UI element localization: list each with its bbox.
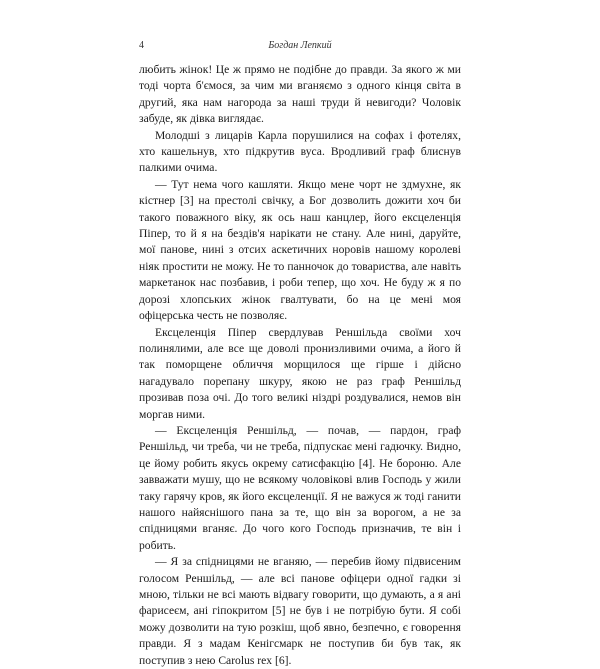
paragraph: Молодші з лицарів Карла порушилися на софах і фотелях, хто кашельнув, хто підкрутив вуса. Вродливий граф блиснув палкими очима. — [139, 128, 461, 175]
paragraph: любить жінок! Це ж прямо не подібне до правди. За якого ж ми тоді чорта б'ємося, за чим ми вганяємо з одного кінця світа в другий, яка нам нагорода за наші труди й невигоди? Чоловік забуде, як дівка виглядає. — [139, 63, 461, 126]
paragraph: — Ексцеленція Реншільд, — почав, — пардон, граф Реншільд, чи треба, чи не треба, підпускає мені гадючку. Видно, це йому робить якусь окрему сатисфакцію [4]. Не бороню. Але завважати мушу, що не всякому чоловікові влив Господь у жили таку гарячу кров, як його ексцеленції. Я не важуся ж тоді ганити нашого найяснішого пана за те, що він за ворогом, а не за спідницями вганяє. До чого кого Господь призначив, те він і робить. — [139, 423, 461, 552]
body-text — [139, 62, 461, 669]
page-number: 4 — [139, 40, 144, 51]
paragraph: Ексцеленція Піпер свердлував Реншільда своїми хоч полинялими, але все ще доволі пронизливими очима, а його й так поморщене обличчя морщилося ще гірше і дійсно нагадувало порепану шкуру, якою не раз граф Реншільд прозивав поза очі. До того великі ніздрі роздувалися, немов він моргав ними. — [139, 325, 461, 421]
paragraph: — Я за спідницями не вганяю, — перебив йому підвисеним голосом Реншільд, — але всі панове офіцери одної гадки зі мною, тільки не всі мають відвагу говорити, що думають, а я ані фарисеєм, ані гіпокритом [5] не був і не потрібую бути. Я собі можу дозволити на тую розкіш, щоб явно, безпечно, є говорення правди. Я з мадам Кенігсмарк не поступив би був так, як поступив з нею Carolus rex [6]. — [139, 555, 461, 667]
paragraph: — Тут нема чого кашляти. Якщо мене чорт не здмухне, як кістнер [3] на престолі свічку, а Бог дозволить дожити хоч би такого поважного віку, як ось наш канцлер, його ексцеленція Піпер, то й я на бездів'я нарікати не стану. Але нині, даруйте, мої панове, нині з отсих аскетичних норовів нашому королеві ніяк простити не можу. Не то панночок до товариства, але навіть маркетанок нас позбавив, і роби тепер, що хоч. Не буду ж я по дорозі хлопських жінок гвалтувати, бо на це мені моя офіцерська честь не позволяє. — [139, 177, 461, 323]
running-title: Богдан Лепкий — [268, 40, 332, 51]
page-header — [139, 40, 461, 56]
